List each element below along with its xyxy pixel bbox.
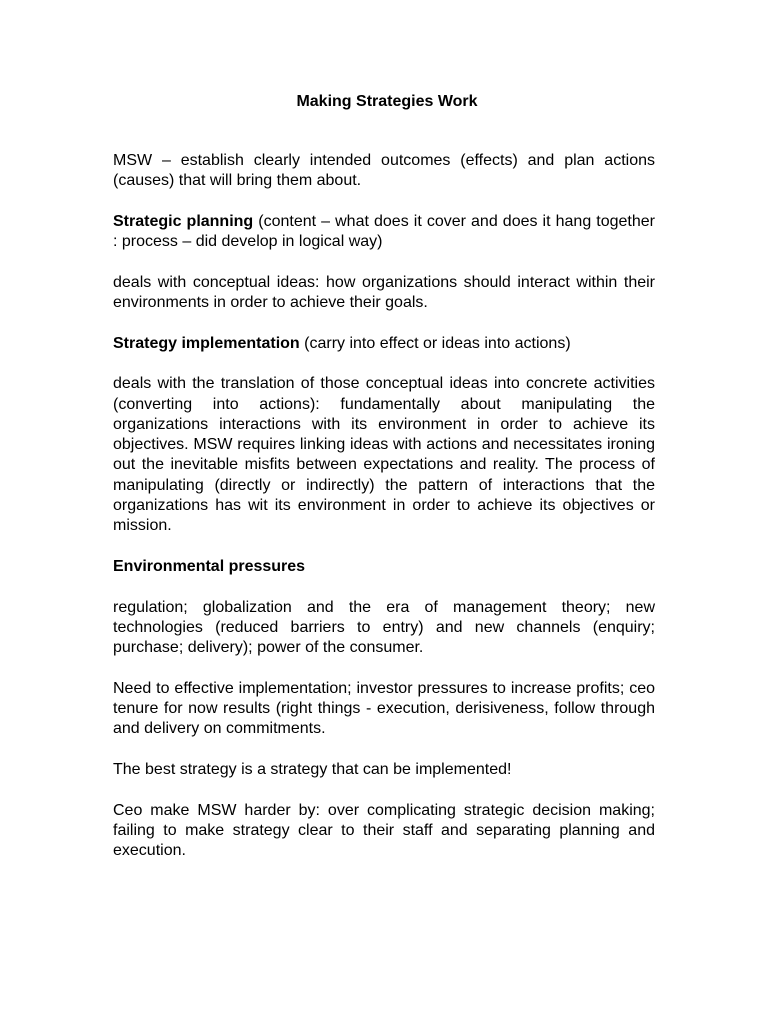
page-title: Making Strategies Work (296, 93, 478, 110)
heading-strategy-implementation: Strategy implementation (113, 334, 300, 352)
paragraph-strategy-implementation (113, 334, 655, 354)
paragraph-effective-implementation: Need to effective implementation; investor pressures to increase profits; ceo tenure for now results (right things - execution, derisiveness, follow through and delivery on commitments. (113, 679, 655, 738)
paragraph-best-strategy: The best strategy is a strategy that can be implemented! (113, 760, 512, 778)
paragraph-regulation: regulation; globalization and the era of management theory; new technologies (reduced barriers to entry) and new channels (enquiry; purchase; delivery); power of the consumer. (113, 598, 655, 657)
paragraph-conceptual-ideas: deals with conceptual ideas: how organizations should interact within their environments in order to achieve their goals. (113, 273, 655, 312)
strategy-implementation-text: (carry into effect or ideas into actions) (299, 334, 571, 352)
paragraph-ceo-msw-harder: Ceo make MSW harder by: over complicating strategic decision making; failing to make strategy clear to their staff and separating planning and execution. (113, 801, 655, 860)
paragraph-msw-definition: MSW – establish clearly intended outcomes (effects) and plan actions (causes) that will bring them about. (113, 152, 655, 190)
heading-environmental-pressures: Environmental pressures (113, 557, 306, 575)
paragraph-strategic-planning (113, 212, 655, 253)
heading-strategic-planning: Strategic planning (113, 212, 254, 230)
paragraph-translation: deals with the translation of those conceptual ideas into concrete activities (converting into actions): fundamentally about manipulating the organizations interactions with its environment in order to achieve its objectives. MSW requires linking ideas with actions and necessitates ironing out the inevitable misfits between expectations and reality. The process of manipulating (directly or indirectly) the pattern of interactions that the organizations has wit its environment in order to achieve its objectives or mission. (113, 375, 655, 535)
strategic-planning-text: (content – what does it cover and does it hang together : process – did develop in logical way) (113, 212, 655, 251)
document-body (113, 151, 655, 882)
